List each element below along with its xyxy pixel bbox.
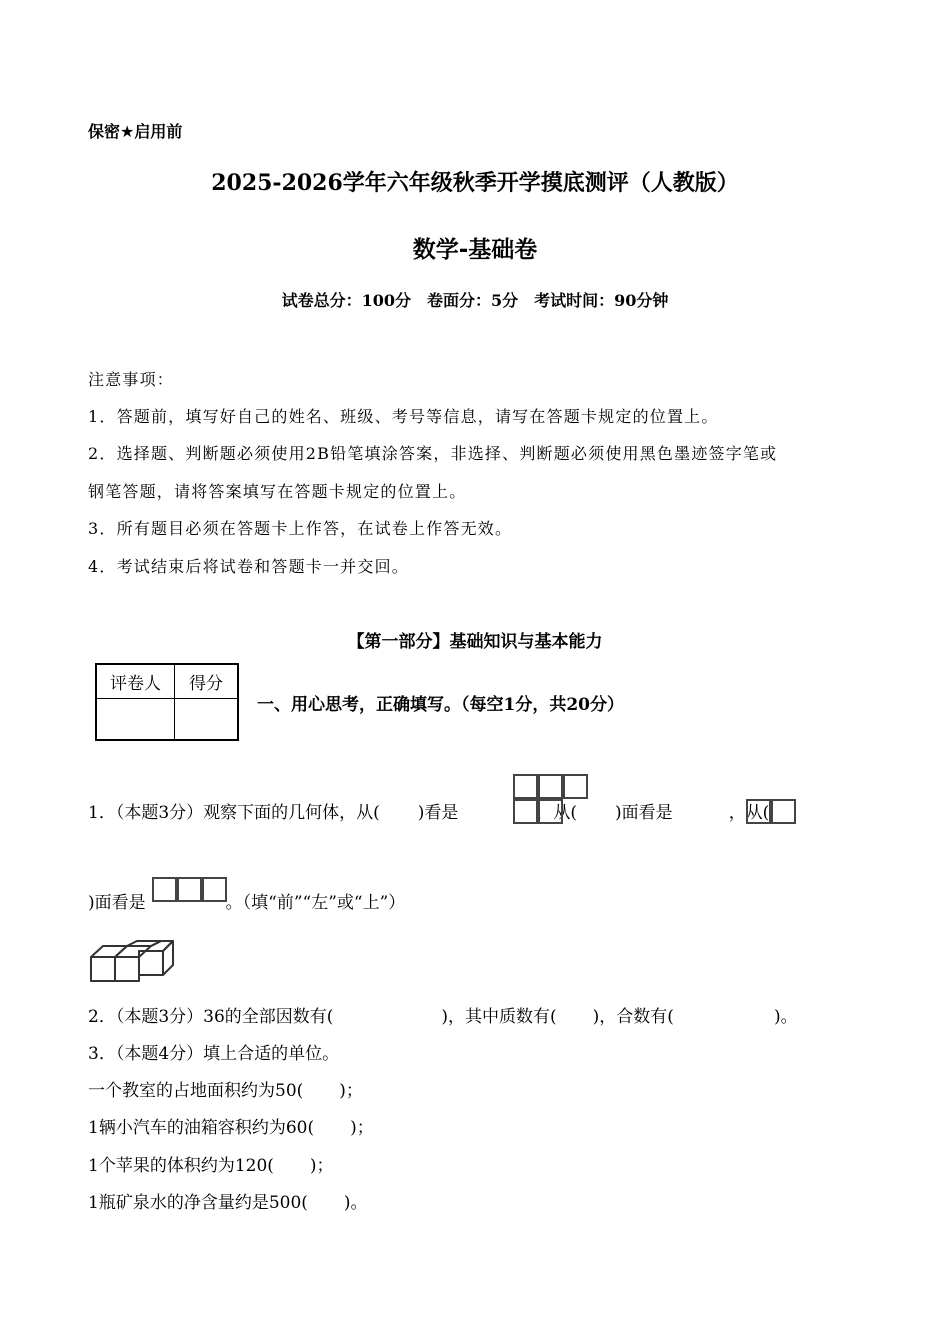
- note-item: 钢笔答题，请将答案填写在答题卡规定的位置上。: [88, 482, 467, 501]
- q3-line3: [88, 1151, 334, 1176]
- exam-subtitle: 数学-基础卷: [412, 237, 538, 263]
- q3-line2-end: )；: [350, 1118, 374, 1138]
- q3-line1-text: 一个教室的占地面积约为50(: [88, 1081, 304, 1101]
- q3-line2: [88, 1113, 374, 1138]
- q3-stem: 3．（本题4分）填上合适的单位。: [88, 1044, 340, 1064]
- q1-text-e: ，从(: [728, 803, 770, 823]
- q2-line: [88, 1002, 798, 1027]
- score-info: 试卷总分：100分 卷面分：5分 考试时间：90分钟: [281, 291, 669, 310]
- q1-text-d: )面看是: [615, 803, 673, 823]
- q1-text-c: ，从(: [536, 803, 578, 823]
- q3-line4: [88, 1188, 368, 1213]
- q1-line1: [88, 798, 769, 823]
- q2-text-d: )。: [773, 1007, 798, 1027]
- q1-text-b: )看是: [417, 803, 459, 823]
- q1-text-a: 1．（本题3分）观察下面的几何体，从(: [88, 803, 380, 823]
- note-item: 2．选择题、判断题必须使用2B铅笔填涂答案，非选择、判断题必须使用黑色墨迹签字笔或: [88, 444, 778, 463]
- q1-text-f: )面看是: [88, 893, 146, 913]
- q2-text-c: )，合数有(: [592, 1007, 674, 1027]
- q3-line3-end: )；: [309, 1156, 334, 1176]
- section-title: 【第一部分】基础知识与基本能力: [347, 632, 603, 652]
- q3-line1-end: )；: [339, 1081, 363, 1101]
- score-cell[interactable]: [175, 698, 239, 740]
- view-figure-1: [513, 774, 589, 824]
- q3-line2-text: 1辆小汽车的油箱容积约为60(: [88, 1118, 315, 1138]
- geometric-solid-figure: [88, 938, 183, 984]
- confidential-label: 保密★启用前: [88, 122, 183, 141]
- view-figure-3: [152, 877, 228, 902]
- notes-heading: 注意事项：: [88, 370, 175, 389]
- note-item: 4．考试结束后将试卷和答题卡一并交回。: [88, 557, 409, 576]
- q3-line4-end: )。: [343, 1193, 368, 1213]
- q3-line3-text: 1个苹果的体积约为120(: [88, 1156, 274, 1176]
- q3-line4-text: 1瓶矿泉水的净含量约是500(: [88, 1193, 308, 1213]
- view-figure-2: [746, 799, 796, 824]
- q2-text-a: 2．（本题3分）36的全部因数有(: [88, 1007, 334, 1027]
- q1-line2: [88, 888, 405, 913]
- q2-text-b: )，其中质数有(: [441, 1007, 557, 1027]
- note-item: 3．所有题目必须在答题卡上作答，在试卷上作答无效。: [88, 519, 513, 538]
- part1-title: 一、用心思考，正确填写。（每空1分，共20分）: [257, 695, 624, 715]
- grader-table: [95, 663, 239, 741]
- exam-title: 2025-2026学年六年级秋季开学摸底测评（人教版）: [211, 170, 739, 196]
- q3-line1: [88, 1076, 363, 1101]
- score-header: 得分: [175, 664, 239, 698]
- note-item: 1．答题前，填写好自己的姓名、班级、考号等信息，请写在答题卡规定的位置上。: [88, 407, 719, 426]
- grader-cell[interactable]: [96, 698, 175, 740]
- q1-text-g: 。（填“前”“左”或“上”）: [225, 893, 406, 913]
- grader-header: 评卷人: [96, 664, 175, 698]
